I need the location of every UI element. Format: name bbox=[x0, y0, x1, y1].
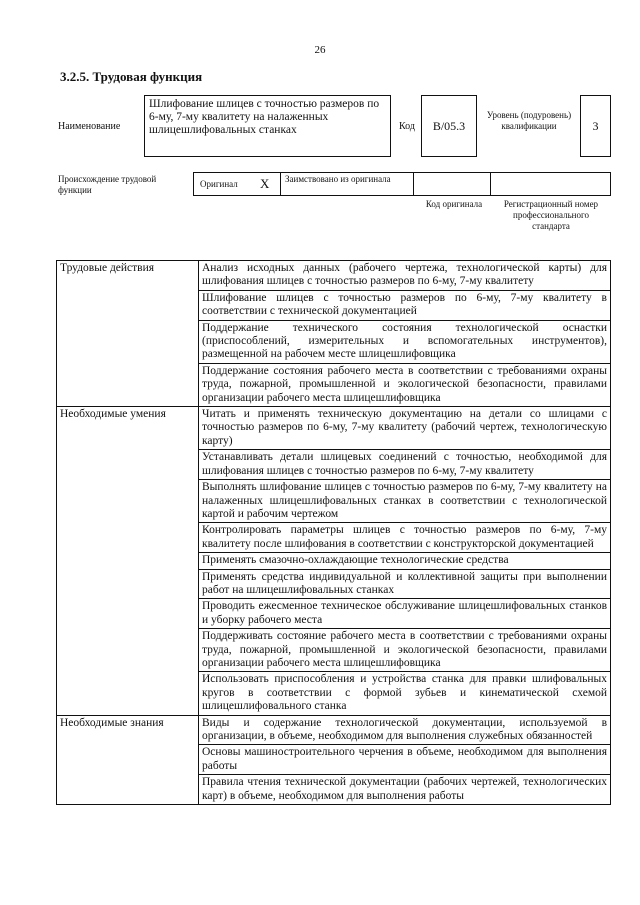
item-text: Проводить ежесменное техническое обслуживание шлицешлифовальных станков и уборку рабочего места bbox=[199, 599, 611, 629]
item-text: Поддерживать состояние рабочего места в соответствии с требованиями охраны труда, пожарной, промышленной и экологической безопасности, правилами организации рабочего места шлицешлифовщика bbox=[199, 629, 611, 672]
item-text: Устанавливать детали шлицевых соединений с точностью, необходимой для шлифования шлицев с точностью размеров по 6-му, 7-му квалитету bbox=[199, 450, 611, 480]
function-name: Шлифование шлицев с точностью размеров по 6-му, 7-му квалитету на налаженных шлицешлифовальных станках bbox=[144, 95, 391, 157]
item-text: Применять смазочно-охлаждающие технологические средства bbox=[199, 553, 611, 569]
table-row bbox=[57, 261, 611, 291]
original-mark: X bbox=[252, 173, 281, 195]
name-label: Наименование bbox=[58, 121, 121, 132]
item-text: Поддержание состояния рабочего места в соответствии с требованиями охраны труда, пожарной, промышленной и экологической безопасности, правилами организации рабочего места шлицешлифовщика bbox=[199, 363, 611, 406]
item-text: Выполнять шлифование шлицев с точностью размеров по 6-му, 7-му квалитету на налаженных шлицешлифовальных станках в соответствии с технологической картой и рабочим чертежом bbox=[199, 480, 611, 523]
item-text: Правила чтения технической документации (рабочих чертежей, технологических карт) в объеме, необходимом для выполнения работы bbox=[199, 775, 611, 805]
section-heading: Необходимые знания bbox=[57, 715, 199, 804]
section-heading: Необходимые умения bbox=[57, 407, 199, 716]
item-text: Виды и содержание технологической документации, используемой в организации, в объеме, необходимом для выполнения служебных обязанностей bbox=[199, 715, 611, 745]
page-number: 26 bbox=[314, 44, 326, 56]
origin-label: Происхождение трудовой функции bbox=[58, 174, 157, 195]
qualification-level: 3 bbox=[580, 95, 611, 157]
table-row bbox=[57, 715, 611, 745]
table-row bbox=[57, 407, 611, 450]
item-text: Читать и применять техническую документацию на детали со шлицами с точностью размеров по 6-му, 7-му квалитету (рабочий чертеж, технологическую карту) bbox=[199, 407, 611, 450]
item-text: Шлифование шлицев с точностью размеров по 6-му, 7-му квалитету в соответствии с технической документацией bbox=[199, 290, 611, 320]
original-code-cell bbox=[414, 173, 491, 195]
borrowed-label: Заимствовано из оригинала bbox=[281, 173, 414, 195]
code-label: Код bbox=[399, 121, 415, 132]
item-text: Контролировать параметры шлицев с точностью размеров по 6-му, 7-му квалитету после шлифования в соответствии с конструкторской документацией bbox=[199, 523, 611, 553]
code-caption: Код оригинала bbox=[425, 199, 483, 209]
item-text: Применять средства индивидуальной и коллективной защиты при выполнении работ на шлицешлифовальных станках bbox=[199, 569, 611, 599]
original-label: Оригинал bbox=[200, 179, 238, 189]
item-text: Поддержание технического состояния технологической оснастки (приспособлений, измерительных и вспомогательных инструментов), размещенной на рабочем месте шлицешлифовщика bbox=[199, 320, 611, 363]
function-table bbox=[56, 260, 611, 805]
section-heading: Трудовые действия bbox=[57, 261, 199, 407]
origin-row bbox=[193, 172, 611, 196]
function-code: B/05.3 bbox=[421, 95, 477, 157]
section-title: 3.2.5. Трудовая функция bbox=[60, 69, 203, 84]
level-label: Уровень (подуровень) квалификации bbox=[486, 110, 572, 131]
reg-number-cell bbox=[491, 173, 610, 195]
item-text: Основы машиностроительного черчения в объеме, необходимом для выполнения работы bbox=[199, 745, 611, 775]
reg-caption: Регистрационный номер профессионального стандарта bbox=[503, 199, 599, 231]
item-text: Использовать приспособления и устройства станка для правки шлифовальных кругов в соответствии с формой зубьев и кинематической схемой шлицешлифовального станка bbox=[199, 672, 611, 715]
item-text: Анализ исходных данных (рабочего чертежа, технологической карты) для шлифования шлицев с точностью размеров по 6-му, 7-му квалитету bbox=[199, 261, 611, 291]
